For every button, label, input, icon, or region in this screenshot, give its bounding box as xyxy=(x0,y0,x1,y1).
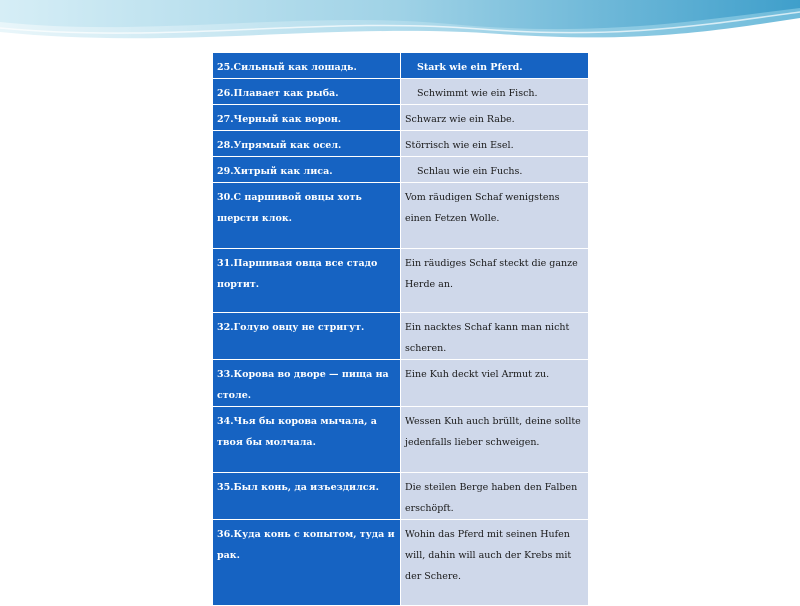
slide-header-decoration xyxy=(0,0,800,50)
table-row xyxy=(213,79,589,105)
russian-proverb: 26.Плавает как рыба. xyxy=(213,79,401,105)
german-proverb: Schwimmt wie ein Fisch. xyxy=(401,79,589,105)
russian-proverb: 32.Голую овцу не стригут. xyxy=(213,313,401,360)
table-row xyxy=(213,520,589,606)
table-row xyxy=(213,249,589,313)
russian-proverb: 33.Корова во дворе — пища на столе. xyxy=(213,360,401,407)
table-row xyxy=(213,157,589,183)
russian-proverb: 31.Паршивая овца все стадо портит. xyxy=(213,249,401,313)
russian-proverb: 34.Чья бы корова мычала, а твоя бы молчала. xyxy=(213,407,401,473)
russian-proverb: 36.Куда конь с копытом, туда и рак. xyxy=(213,520,401,606)
proverbs-table xyxy=(212,52,589,606)
german-proverb: Wohin das Pferd mit seinen Hufen will, dahin will auch der Krebs mit der Schere. xyxy=(401,520,589,606)
header-wave-graphic xyxy=(0,0,800,50)
table-row xyxy=(213,407,589,473)
table-row xyxy=(213,53,589,79)
russian-proverb: 30.С паршивой овцы хоть шерсти клок. xyxy=(213,183,401,249)
russian-proverb: 29.Хитрый как лиса. xyxy=(213,157,401,183)
german-proverb: Eine Kuh deckt viel Armut zu. xyxy=(401,360,589,407)
german-proverb: Ein räudiges Schaf steckt die ganze Herde an. xyxy=(401,249,589,313)
russian-proverb: 35.Был конь, да изъездился. xyxy=(213,473,401,520)
german-proverb: Stark wie ein Pferd. xyxy=(401,53,589,79)
table-row xyxy=(213,313,589,360)
table-row xyxy=(213,360,589,407)
russian-proverb: 27.Черный как ворон. xyxy=(213,105,401,131)
table-row xyxy=(213,183,589,249)
german-proverb: Vom räudigen Schaf wenigstens einen Fetzen Wolle. xyxy=(401,183,589,249)
german-proverb: Störrisch wie ein Esel. xyxy=(401,131,589,157)
german-proverb: Schlau wie ein Fuchs. xyxy=(401,157,589,183)
german-proverb: Ein nacktes Schaf kann man nicht scheren. xyxy=(401,313,589,360)
german-proverb: Die steilen Berge haben den Falben erschöpft. xyxy=(401,473,589,520)
table-row xyxy=(213,105,589,131)
russian-proverb: 28.Упрямый как осел. xyxy=(213,131,401,157)
german-proverb: Wessen Kuh auch brüllt, deine sollte jedenfalls lieber schweigen. xyxy=(401,407,589,473)
russian-proverb: 25.Сильный как лошадь. xyxy=(213,53,401,79)
table-row xyxy=(213,131,589,157)
table-row xyxy=(213,473,589,520)
german-proverb: Schwarz wie ein Rabe. xyxy=(401,105,589,131)
